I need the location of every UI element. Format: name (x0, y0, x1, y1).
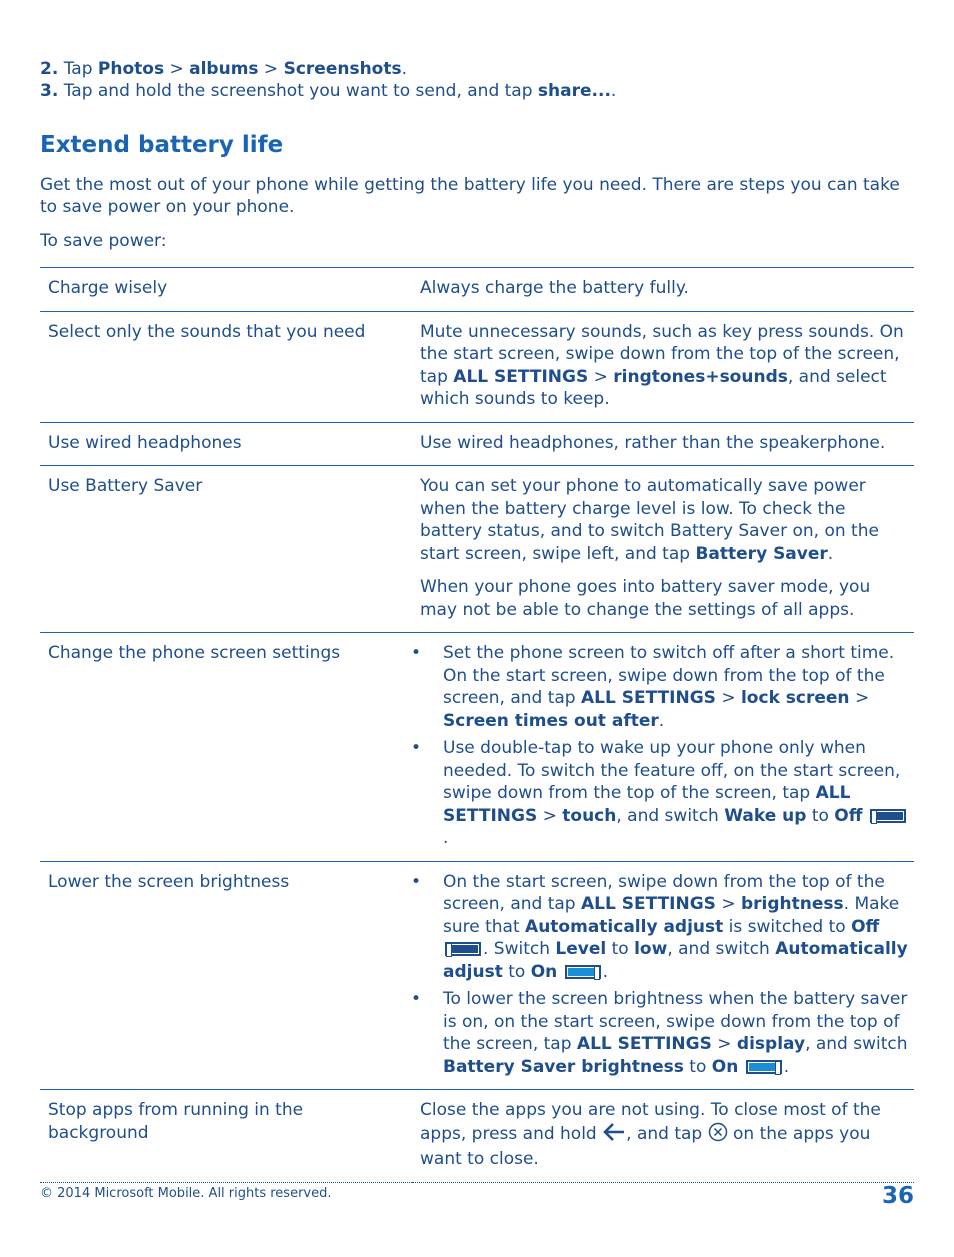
step-number: 2. (40, 59, 59, 79)
bullet-list (420, 871, 908, 1079)
tip-name: Use wired headphones (48, 432, 242, 453)
text: Use double-tap to wake up your phone only when needed. To switch the feature off, on the start screen, swipe down from the top of the screen, tap (443, 738, 901, 803)
tip-description (412, 466, 914, 633)
separator: > (711, 1034, 737, 1054)
text: to (502, 961, 531, 982)
text: to (806, 805, 835, 826)
text: . (658, 710, 665, 731)
tip-name: Change the phone screen settings (48, 643, 341, 663)
text: You can set your phone to automatically save power when the battery charge level is low. To check the battery status, and to switch Battery Saver on, on the start screen, swipe left, and tap (420, 476, 879, 564)
text: is switched to (723, 916, 852, 937)
document-body (40, 58, 914, 1183)
ui-term: Screen times out after (443, 710, 659, 731)
bullet-list (420, 642, 908, 850)
step-2 (40, 58, 914, 80)
table-row (40, 466, 914, 633)
text: , and switch (667, 939, 776, 959)
ui-term: On (530, 961, 558, 982)
list-item (420, 871, 908, 984)
text: , and select which sounds to keep. (420, 366, 887, 409)
separator: > (588, 366, 614, 387)
tips-table (40, 267, 914, 1183)
text: To lower the screen brightness when the battery saver is on, on the start screen, swipe down from the top of the screen, tap (443, 989, 908, 1054)
text: Close the apps you are not using. To close most of the apps, press and hold (420, 1100, 881, 1144)
text: , and tap (626, 1123, 708, 1144)
ui-term: brightness (740, 894, 844, 914)
table-row (40, 1090, 914, 1183)
step-text: Tap and hold the screenshot you want to send, and tap (63, 81, 538, 101)
toggle-on-icon (565, 965, 601, 979)
ui-term: albums (189, 59, 259, 79)
separator: > (715, 894, 741, 914)
separator: > (715, 688, 741, 708)
text: , and switch (805, 1034, 908, 1054)
ui-term: ringtones+sounds (613, 366, 788, 387)
ui-term: Automatically adjust (525, 916, 724, 937)
separator: > (258, 59, 284, 79)
ui-term: touch (562, 805, 617, 826)
table-row (40, 311, 914, 422)
step-text: . (401, 59, 408, 79)
paragraph (420, 475, 908, 565)
table-row (40, 422, 914, 466)
ui-term: ALL SETTINGS (453, 366, 589, 387)
list-item (420, 737, 908, 850)
toggle-on-icon (746, 1060, 782, 1074)
ui-term: ALL SETTINGS (580, 688, 716, 708)
text: , and switch (616, 805, 725, 826)
step-text: . (610, 81, 617, 101)
text: Set the phone screen to switch off after a short time. On the start screen, swipe down from the top of the screen, and tap (443, 643, 895, 708)
ui-term: Screenshots (283, 59, 402, 79)
paragraph: When your phone goes into battery saver mode, you may not be able to change the settings of all apps. (420, 577, 871, 620)
ui-term: Level (555, 939, 607, 959)
tip-description (412, 311, 914, 422)
text: . Make sure that (443, 894, 900, 937)
close-circle-icon (708, 1122, 728, 1149)
ui-term: Battery Saver brightness (443, 1056, 684, 1077)
step-text: Tap (63, 59, 98, 79)
toggle-off-icon (870, 809, 906, 823)
separator: > (849, 688, 870, 708)
table-row (40, 633, 914, 862)
tip-description (412, 1090, 914, 1183)
tip-description: Always charge the battery fully. (420, 278, 689, 298)
tip-name: Stop apps from running in the background (48, 1100, 304, 1143)
ui-term: share... (537, 81, 611, 101)
intro-paragraph: Get the most out of your phone while getting the battery life you need. There are steps you can take to save power on your phone. (40, 175, 900, 217)
text: . (827, 543, 834, 564)
ui-term: ALL SETTINGS (576, 1034, 712, 1054)
tip-name: Charge wisely (48, 278, 168, 298)
tip-name: Lower the screen brightness (48, 871, 290, 892)
separator: > (537, 805, 563, 826)
text: on the apps you want to close. (420, 1123, 871, 1169)
to-save-label: To save power: (40, 231, 167, 251)
ui-term: Off (851, 916, 880, 937)
text: On the start screen, swipe down from the top of the screen, and tap (443, 871, 885, 914)
step-number: 3. (40, 81, 59, 101)
text: Mute unnecessary sounds, such as key press sounds. On the start screen, swipe down from the top of the screen, tap (420, 321, 904, 387)
tip-description (412, 861, 914, 1090)
separator: > (164, 59, 190, 79)
ui-term: ALL SETTINGS (580, 894, 716, 914)
ui-term: low (634, 939, 668, 959)
ui-term: Automatically adjust (443, 939, 908, 982)
ui-term: On (711, 1056, 739, 1077)
ui-term: Photos (97, 59, 165, 79)
step-3 (40, 80, 914, 102)
text: . (602, 961, 609, 982)
text: to (606, 939, 635, 959)
tip-name: Use Battery Saver (48, 476, 203, 496)
page-number: 36 (881, 1183, 914, 1209)
ui-term: Battery Saver (695, 543, 828, 564)
back-arrow-icon (602, 1122, 626, 1149)
ui-term: display (736, 1034, 806, 1054)
tip-description (412, 633, 914, 862)
text: to (683, 1056, 712, 1077)
tip-description: Use wired headphones, rather than the speakerphone. (420, 432, 886, 453)
list-item (420, 988, 908, 1078)
section-title: Extend battery life (40, 132, 284, 158)
table-row (40, 268, 914, 312)
text: . (783, 1056, 790, 1077)
tip-name: Select only the sounds that you need (48, 321, 366, 342)
text: . Switch (483, 939, 556, 959)
ui-term: Wake up (724, 805, 807, 826)
ui-term: ALL SETTINGS (443, 783, 851, 826)
text: . (443, 828, 449, 848)
table-row (40, 861, 914, 1090)
list-item (420, 642, 908, 732)
toggle-off-icon (445, 942, 481, 956)
copyright-notice: © 2014 Microsoft Mobile. All rights reserved. (40, 1186, 332, 1201)
ui-term: lock screen (740, 688, 850, 708)
ui-term: Off (834, 805, 863, 826)
